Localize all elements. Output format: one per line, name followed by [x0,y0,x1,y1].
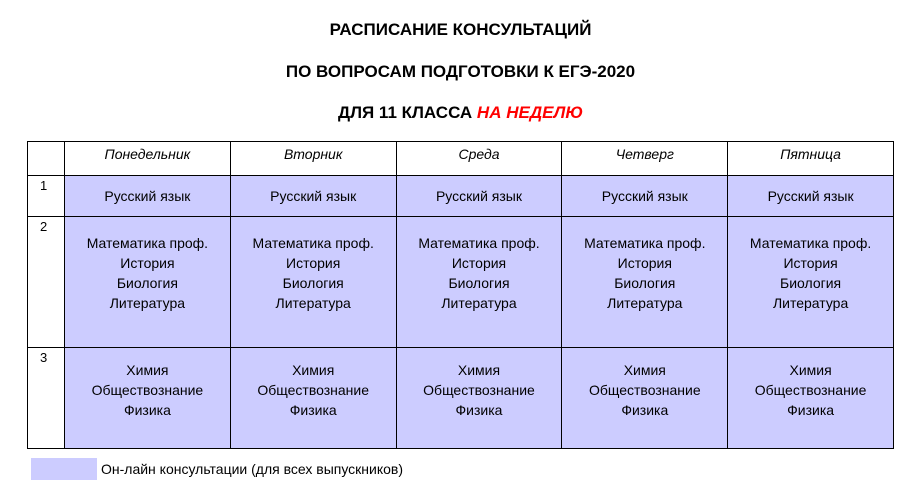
schedule-cell [562,176,728,217]
subject: Обществознание [588,382,701,398]
schedule-cell [230,217,396,348]
subject: Химия [126,362,169,378]
day-monday: Понедельник [65,142,231,176]
subject: История [451,255,507,271]
schedule-cell [230,176,396,217]
subject: Физика [289,402,337,418]
subject: Русский язык [601,188,688,204]
subject: Биология [116,275,178,291]
schedule-cell [230,348,396,449]
subject: Биология [282,275,344,291]
schedule-row-1 [28,176,894,217]
subject: История [120,255,175,271]
schedule-cell [65,217,231,348]
schedule-cell [396,348,562,449]
days-header-row [28,142,894,176]
schedule-cell [728,348,894,449]
row-number: 3 [28,348,65,449]
schedule-cell [65,176,231,217]
schedule-row-3 [28,348,894,449]
subject: Химия [789,362,832,378]
title-grade: ДЛЯ 11 КЛАССА [337,103,477,122]
schedule-cell [65,348,231,449]
subject: История [783,255,838,271]
subject: Литература [607,295,683,311]
subject: Математика проф. [86,235,209,251]
subject: Обществознание [91,382,204,398]
subject: Обществознание [423,382,535,398]
subject: Физика [621,402,669,418]
day-friday: Пятница [728,142,894,176]
schedule-cell [396,217,562,348]
subject: История [617,255,672,271]
subject: Обществознание [754,382,867,398]
subject: Математика проф. [584,235,706,251]
subject: Русский язык [435,188,522,204]
schedule-row-2 [28,217,894,348]
subject: Физика [787,402,835,418]
row-number: 1 [28,176,65,217]
subject: Литература [275,295,351,311]
day-tuesday: Вторник [230,142,396,176]
subject: Литература [109,295,186,311]
schedule-table [27,141,894,449]
subject: Обществознание [257,382,370,398]
subject: Биология [780,275,842,291]
schedule-cell [728,176,894,217]
subject: Химия [457,362,501,378]
page-title-line-2: ПО ВОПРОСАМ ПОДГОТОВКИ К ЕГЭ-2020 [285,62,636,81]
subject: Русский язык [767,188,854,204]
row-number: 2 [28,217,65,348]
page-title-line-1: РАСПИСАНИЕ КОНСУЛЬТАЦИЙ [329,20,592,39]
subject: Математика проф. [749,235,872,251]
schedule-cell [396,176,562,217]
subject: Биология [448,275,510,291]
subject: Математика проф. [252,235,374,251]
day-wednesday: Среда [396,142,562,176]
subject: Русский язык [270,188,357,204]
day-thursday: Четверг [562,142,728,176]
schedule-cell [562,348,728,449]
corner-cell [28,142,65,176]
schedule-cell [562,217,728,348]
schedule-cell [728,217,894,348]
legend-online-label: Он-лайн консультации (для всех выпускников) [101,461,404,477]
legend-online-swatch [31,458,97,480]
page-title-line-3 [0,103,921,123]
subject: Математика проф. [418,235,540,251]
subject: Биология [614,275,676,291]
subject: Литература [441,295,517,311]
subject: Физика [123,402,171,418]
title-week-highlight: НА НЕДЕЛЮ [476,103,584,122]
subject: История [286,255,341,271]
subject: Химия [292,362,335,378]
subject: Русский язык [104,188,191,204]
subject: Физика [455,402,503,418]
subject: Химия [623,362,666,378]
subject: Литература [772,295,849,311]
